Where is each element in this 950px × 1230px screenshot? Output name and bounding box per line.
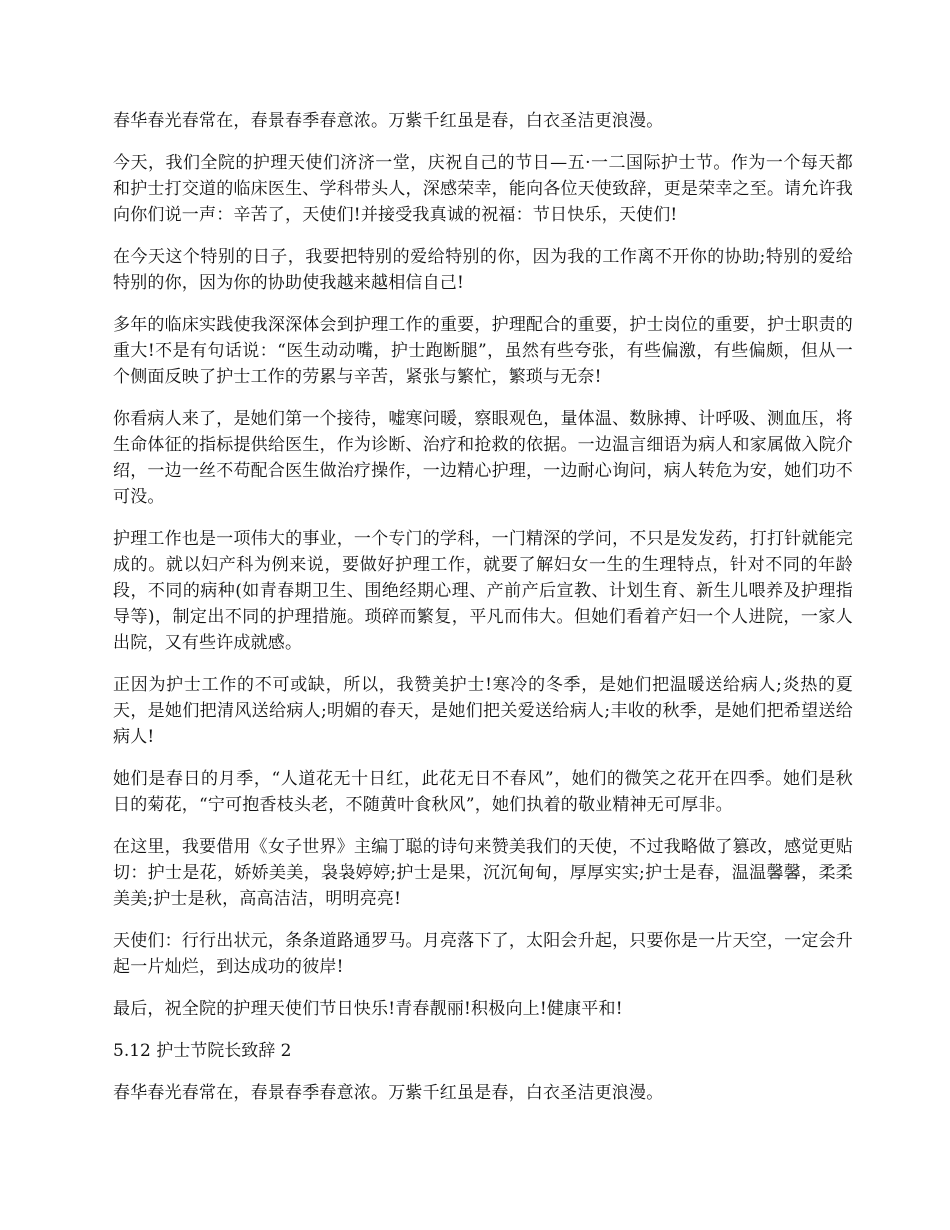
paragraph-8: 她们是春日的月季，“人道花无十日红，此花无日不春风”，她们的微笑之花开在四季。她们是秋日的菊花，“宁可抱香枝头老，不随黄叶食秋风”，她们执着的敬业精神无可厚非。 <box>113 769 853 815</box>
paragraph-3: 在今天这个特别的日子，我要把特别的爱给特别的你，因为我的工作离不开你的协助;特别的爱给特别的你，因为你的协助使我越来越相信自己! <box>113 247 853 293</box>
paragraph-9: 在这里，我要借用《女子世界》主编丁聪的诗句来赞美我们的天使，不过我略做了篡改，感觉更贴切：护士是花，娇娇美美，袅袅婷婷;护士是果，沉沉甸甸，厚厚实实;护士是春，温温馨馨，柔柔美美;护士是秋，高高洁洁，明明亮亮! <box>113 837 853 909</box>
paragraph-1: 春华春光春常在，春景春季春意浓。万紫千红虽是春，白衣圣洁更浪漫。 <box>113 111 664 131</box>
document-page <box>113 108 853 1122</box>
paragraph-4: 多年的临床实践使我深深体会到护理工作的重要，护理配合的重要，护士岗位的重要，护士职责的重大!不是有句话说：“医生动动嘴，护士跑断腿”，虽然有些夸张，有些偏激，有些偏颇，但从一个侧面反映了护士工作的劳累与辛苦，紧张与繁忙，繁琐与无奈! <box>113 315 853 387</box>
paragraph-2: 今天，我们全院的护理天使们济济一堂，庆祝自己的节日—五·一二国际护士节。作为一个每天都和护士打交道的临床医生、学科带头人，深感荣幸，能向各位天使致辞，更是荣幸之至。请允许我向你们说一声：辛苦了，天使们!并接受我真诚的祝福：节日快乐，天使们! <box>113 153 853 225</box>
paragraph-11: 最后，祝全院的护理天使们节日快乐!青春靓丽!积极向上!健康平和! <box>113 999 623 1019</box>
paragraph-10: 天使们：行行出状元，条条道路通罗马。月亮落下了，太阳会升起，只要你是一片天空，一定会升起一片灿烂，到达成功的彼岸! <box>113 931 853 977</box>
paragraph-6: 护理工作也是一项伟大的事业，一个专门的学科，一门精深的学问，不只是发发药，打打针就能完成的。就以妇产科为例来说，要做好护理工作，就要了解妇女一生的生理特点，针对不同的年龄段，不同的病种(如青春期卫生、围绝经期心理、产前产后宣教、计划生育、新生儿喂养及护理指导等)，制定出不同的护理措施。琐碎而繁复，平凡而伟大。但她们看着产妇一个人进院，一家人出院，又有些许成就感。 <box>113 529 853 653</box>
paragraph-7: 正因为护士工作的不可或缺，所以，我赞美护士!寒冷的冬季，是她们把温暖送给病人;炎热的夏天，是她们把清风送给病人;明媚的春天，是她们把关爱送给病人;丰收的秋季，是她们把希望送给病人! <box>113 675 853 747</box>
section-heading: 5.12 护士节院长致辞 2 <box>113 1041 292 1061</box>
paragraph-5: 你看病人来了，是她们第一个接待，嘘寒问暖，察眼观色，量体温、数脉搏、计呼吸、测血压，将生命体征的指标提供给医生，作为诊断、治疗和抢救的依据。一边温言细语为病人和家属做入院介绍，一边一丝不苟配合医生做治疗操作，一边精心护理，一边耐心询问，病人转危为安，她们功不可没。 <box>113 409 853 507</box>
closing-paragraph: 春华春光春常在，春景春季春意浓。万紫千红虽是春，白衣圣洁更浪漫。 <box>113 1083 664 1103</box>
